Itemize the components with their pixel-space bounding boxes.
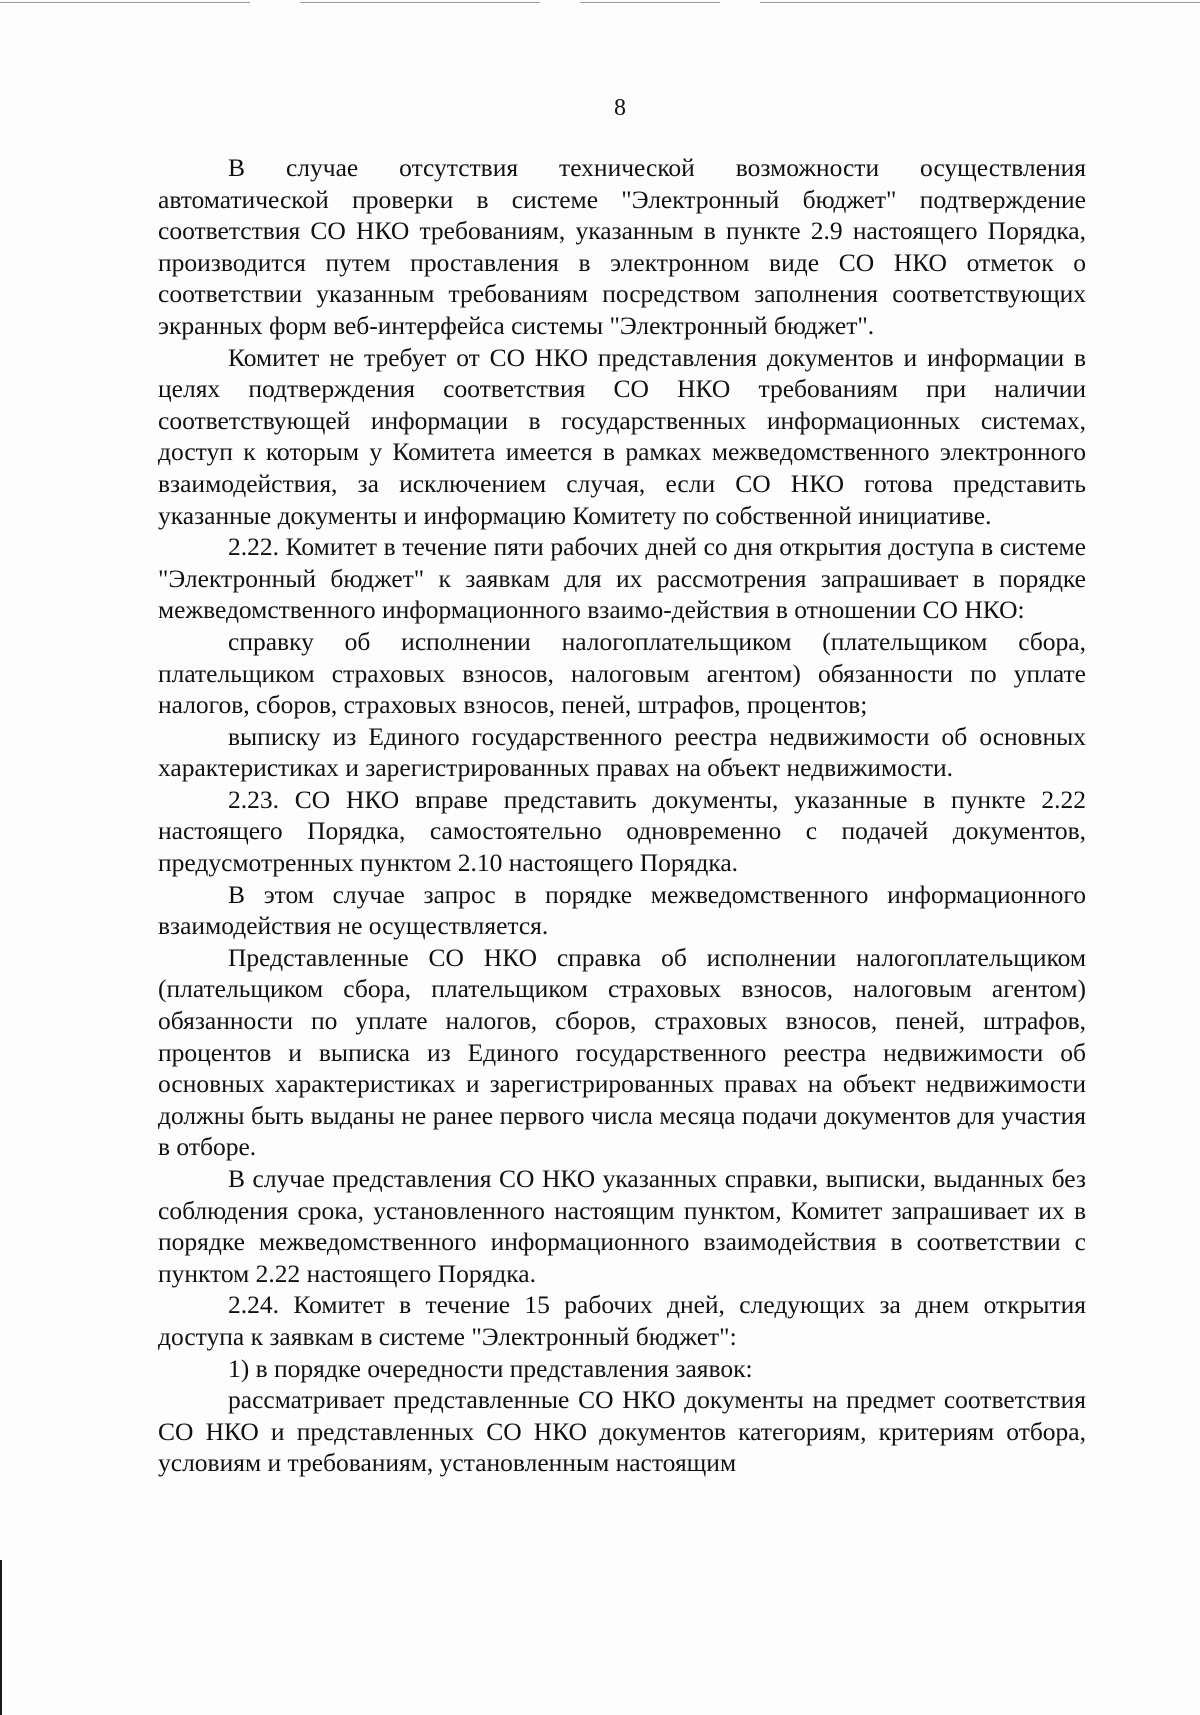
paragraph: В этом случае запрос в порядке межведомственного информационного взаимодействия не осуществляется.: [158, 879, 1086, 941]
scan-top-rule: [580, 2, 720, 3]
paragraph: выписку из Единого государственного реестра недвижимости об основных характеристиках и зарегистрированных правах на объект недвижимости.: [158, 721, 1086, 783]
paragraph: 2.22. Комитет в течение пяти рабочих дней со дня открытия доступа в системе "Электронный бюджет" к заявкам для их рассмотрения запрашивает в порядке межведомственного информационного взаимо-действия в отношении СО НКО:: [158, 532, 1086, 625]
paragraph: справку об исполнении налогоплательщиком (плательщиком сбора, плательщиком страховых взносов, налоговым агентом) обязанности по уплате налогов, сборов, страховых взносов, пеней, штрафов, процентов;: [158, 626, 1086, 720]
paragraph: Комитет не требует от СО НКО представления документов и информации в целях подтверждения соответствия СО НКО требованиям при наличии соответствующей информации в государственных информационных системах, доступ к которым у Комитета имеется в рамках межведомственного электронного взаимодействия, за исключением случая, если СО НКО готова представить указанные документы и информацию Комитету по собственной инициативе.: [158, 342, 1086, 530]
document-body: [158, 152, 1086, 1479]
scan-top-rule: [0, 2, 250, 3]
paragraph: Представленные СО НКО справка об исполнении налогоплательщиком (плательщиком сбора, плательщиком страховых взносов, налоговым агентом) обязанности по уплате налогов, сборов, страховых взносов, пеней, штрафов, процентов и выписка из Единого государственного реестра недвижимости об основных характеристиках и зарегистрированных правах на объект недвижимости должны быть выданы не ранее первого числа месяца подачи документов для участия в отборе.: [158, 942, 1086, 1162]
scan-top-rule: [300, 2, 540, 3]
paragraph: В случае отсутствия технической возможности осуществления автоматической проверки в системе "Электронный бюджет" подтверждение соответствия СО НКО требованиям, указанным в пункте 2.9 настоящего Порядка, производится путем проставления в электронном виде СО НКО отметок о соответствии указанным требованиям посредством заполнения соответствующих экранных форм веб-интерфейса системы "Электронный бюджет".: [158, 153, 1086, 340]
paragraph: 2.23. СО НКО вправе представить документы, указанные в пункте 2.22 настоящего Порядка, самостоятельно одновременно с подачей документов, предусмотренных пунктом 2.10 настоящего Порядка.: [158, 784, 1086, 878]
paragraph: В случае представления СО НКО указанных справки, выписки, выданных без соблюдения срока, установленного настоящим пунктом, Комитет запрашивает их в порядке межведомственного информационного взаимодействия в соответствии с пунктом 2.22 настоящего Порядка.: [158, 1164, 1086, 1288]
scan-top-rule: [760, 2, 1200, 3]
paragraph: 1) в порядке очередности представления заявок:: [228, 1353, 753, 1383]
page-number: 8: [614, 95, 626, 121]
scan-edge-mark: [0, 1560, 2, 1715]
paragraph: рассматривает представленные СО НКО документы на предмет соответствия СО НКО и представленных СО НКО документов категориям, критериям отбора, условиям и требованиям, установленным настоящим: [158, 1385, 1086, 1478]
paragraph: 2.24. Комитет в течение 15 рабочих дней, следующих за днем открытия доступа к заявкам в системе "Электронный бюджет":: [158, 1290, 1086, 1351]
